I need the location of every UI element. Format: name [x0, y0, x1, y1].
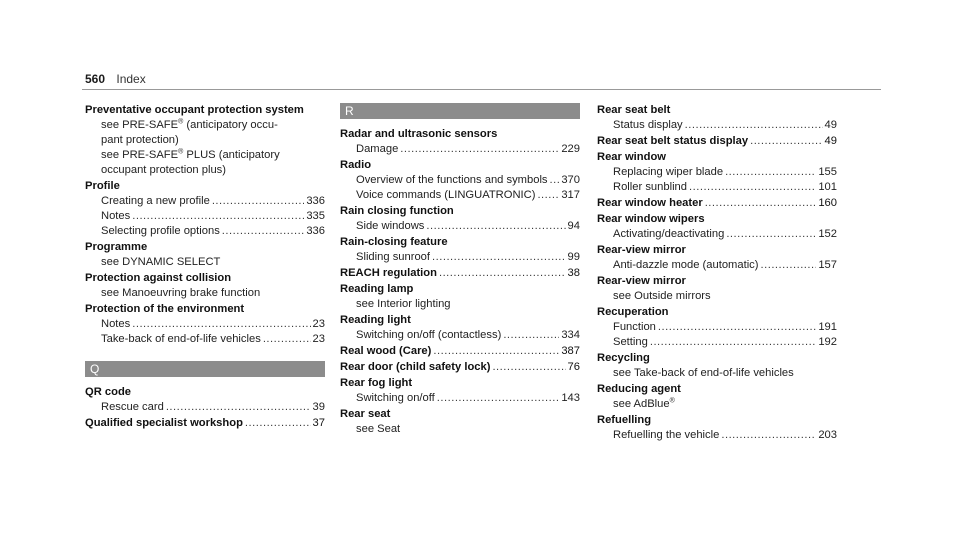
index-column-3	[597, 103, 837, 444]
page-ref: 336	[306, 195, 325, 207]
index-entry	[85, 103, 325, 178]
page-ref: 39	[312, 401, 325, 413]
index-entry	[340, 158, 580, 203]
index-subentry[interactable]: see Take-back of end-of-life vehicles	[613, 367, 794, 379]
index-entry	[340, 360, 580, 375]
index-subentry[interactable]: Status display ..... 49	[597, 118, 837, 133]
page-ref: 49	[824, 135, 837, 147]
index-subentry[interactable]: Replacing wiper blade ..... 155	[597, 165, 837, 180]
index-subentry[interactable]: Voice commands (LINGUATRONIC) ..... 317	[340, 188, 580, 203]
index-term: QR code	[85, 386, 132, 398]
index-entry	[597, 150, 837, 195]
page-ref: 23	[312, 318, 325, 330]
header-divider	[82, 89, 881, 90]
index-entry	[85, 240, 325, 270]
index-subentry: occupant protection plus)	[101, 164, 227, 176]
index-entry	[340, 204, 580, 234]
index-term[interactable]: Qualified specialist workshop ..... 37	[85, 416, 325, 431]
index-term: Recuperation	[597, 306, 669, 318]
index-subentry[interactable]: Refuelling the vehicle ..... 203	[597, 428, 837, 443]
index-term[interactable]: Rear window heater ..... 160	[597, 196, 837, 211]
page-ref: 203	[818, 429, 837, 441]
index-subentry[interactable]: Setting ..... 192	[597, 335, 837, 350]
index-entry	[340, 235, 580, 265]
page-number: 560	[85, 72, 106, 86]
index-subentry[interactable]: see Manoeuvring brake function	[101, 287, 261, 299]
index-subentry[interactable]: see Interior lighting	[356, 298, 451, 310]
index-entry	[597, 196, 837, 211]
index-subentry[interactable]: Rescue card ..... 39	[85, 400, 325, 415]
index-entry	[340, 313, 580, 343]
index-entry	[597, 212, 837, 242]
index-term[interactable]: REACH regulation ..... 38	[340, 266, 580, 281]
index-term: Radar and ultrasonic sensors	[340, 128, 498, 140]
index-subentry[interactable]: Switching on/off (contactless) ..... 334	[340, 328, 580, 343]
index-subentry[interactable]: Take-back of end-of-life vehicles ..... 23	[85, 332, 325, 347]
index-entry	[85, 302, 325, 347]
index-term: Rear seat belt	[597, 104, 671, 116]
index-column-2	[340, 103, 580, 438]
index-entry	[597, 274, 837, 304]
index-entry	[597, 351, 837, 381]
index-entry	[85, 271, 325, 301]
index-term: Programme	[85, 241, 148, 253]
index-subentry[interactable]: Sliding sunroof ..... 99	[340, 250, 580, 265]
index-entry	[340, 127, 580, 157]
page-ref: 229	[561, 143, 580, 155]
index-entry	[597, 382, 837, 412]
page-ref: 157	[818, 259, 837, 271]
index-entry	[85, 179, 325, 239]
index-subentry[interactable]: Notes ..... 335	[85, 209, 325, 224]
index-entry	[597, 243, 837, 273]
index-term: Rear window wipers	[597, 213, 705, 225]
index-entry	[597, 134, 837, 149]
index-subentry[interactable]: see DYNAMIC SELECT	[101, 256, 221, 268]
index-entry	[340, 344, 580, 359]
index-entry	[597, 413, 837, 443]
index-term: Rear seat	[340, 408, 391, 420]
page-title: Index	[116, 72, 146, 86]
page-ref: 38	[567, 267, 580, 279]
index-subentry[interactable]: Activating/deactivating ..... 152	[597, 227, 837, 242]
index-entry	[85, 416, 325, 431]
page-ref: 76	[567, 361, 580, 373]
page-ref: 152	[818, 228, 837, 240]
page-ref: 143	[561, 392, 580, 404]
index-subentry[interactable]: see AdBlue®	[613, 397, 675, 410]
index-term[interactable]: Rear door (child safety lock) ..... 76	[340, 360, 580, 375]
page-ref: 49	[824, 119, 837, 131]
index-subentry[interactable]: Selecting profile options ..... 336	[85, 224, 325, 239]
index-subentry[interactable]: Overview of the functions and symbols ..... 370	[340, 173, 580, 188]
page-ref: 192	[818, 336, 837, 348]
index-subentry[interactable]: see PRE-SAFE® PLUS (anticipatory	[101, 148, 280, 161]
page-ref: 99	[567, 251, 580, 263]
index-term: Preventative occupant protection system	[85, 104, 304, 116]
index-term: Radio	[340, 159, 372, 171]
index-term[interactable]: Real wood (Care) ..... 387	[340, 344, 580, 359]
page-header	[85, 72, 146, 86]
index-entry	[597, 305, 837, 350]
index-term: Rain-closing feature	[340, 236, 448, 248]
index-subentry[interactable]: Notes ..... 23	[85, 317, 325, 332]
index-term: Profile	[85, 180, 120, 192]
index-term: Rear window	[597, 151, 666, 163]
index-entry	[85, 385, 325, 415]
index-term: Protection against collision	[85, 272, 232, 284]
page-ref: 387	[561, 345, 580, 357]
index-term: Protection of the environment	[85, 303, 245, 315]
page-ref: 334	[561, 329, 580, 341]
index-term: Reading light	[340, 314, 411, 326]
index-term: Reducing agent	[597, 383, 681, 395]
index-subentry[interactable]: Switching on/off ..... 143	[340, 391, 580, 406]
index-subentry[interactable]: see Seat	[356, 423, 401, 435]
index-subentry[interactable]: Creating a new profile ..... 336	[85, 194, 325, 209]
page-ref: 101	[818, 181, 837, 193]
index-subentry[interactable]: Side windows ..... 94	[340, 219, 580, 234]
section-letter-q: Q	[85, 361, 325, 377]
index-subentry[interactable]: see PRE-SAFE® (anticipatory occu-	[101, 118, 278, 131]
page-ref: 191	[818, 321, 837, 333]
index-term[interactable]: Rear seat belt status display ..... 49	[597, 134, 837, 149]
index-term: Rear-view mirror	[597, 275, 686, 287]
index-term: Rear fog light	[340, 377, 413, 389]
index-entry	[597, 103, 837, 133]
index-term: Rain closing function	[340, 205, 454, 217]
index-subentry[interactable]: Anti-dazzle mode (automatic) ..... 157	[597, 258, 837, 273]
index-entry	[340, 376, 580, 406]
index-term: Refuelling	[597, 414, 652, 426]
index-entry	[340, 407, 580, 437]
page-ref: 155	[818, 166, 837, 178]
index-subentry[interactable]: Damage ..... 229	[340, 142, 580, 157]
page-ref: 336	[306, 225, 325, 237]
page-ref: 370	[561, 174, 580, 186]
section-letter-r: R	[340, 103, 580, 119]
page-ref: 23	[312, 333, 325, 345]
page-ref: 37	[312, 417, 325, 429]
page-ref: 317	[561, 189, 580, 201]
index-term: Reading lamp	[340, 283, 414, 295]
index-subentry[interactable]: Function ..... 191	[597, 320, 837, 335]
index-subentry[interactable]: Roller sunblind ..... 101	[597, 180, 837, 195]
index-entry	[340, 282, 580, 312]
index-subentry[interactable]: see Outside mirrors	[613, 290, 711, 302]
page-ref: 160	[818, 197, 837, 209]
index-term: Recycling	[597, 352, 650, 364]
index-column-1	[85, 103, 325, 432]
page-ref: 335	[306, 210, 325, 222]
index-entry	[340, 266, 580, 281]
index-subentry: pant protection)	[101, 134, 179, 146]
index-term: Rear-view mirror	[597, 244, 686, 256]
page-ref: 94	[567, 220, 580, 232]
